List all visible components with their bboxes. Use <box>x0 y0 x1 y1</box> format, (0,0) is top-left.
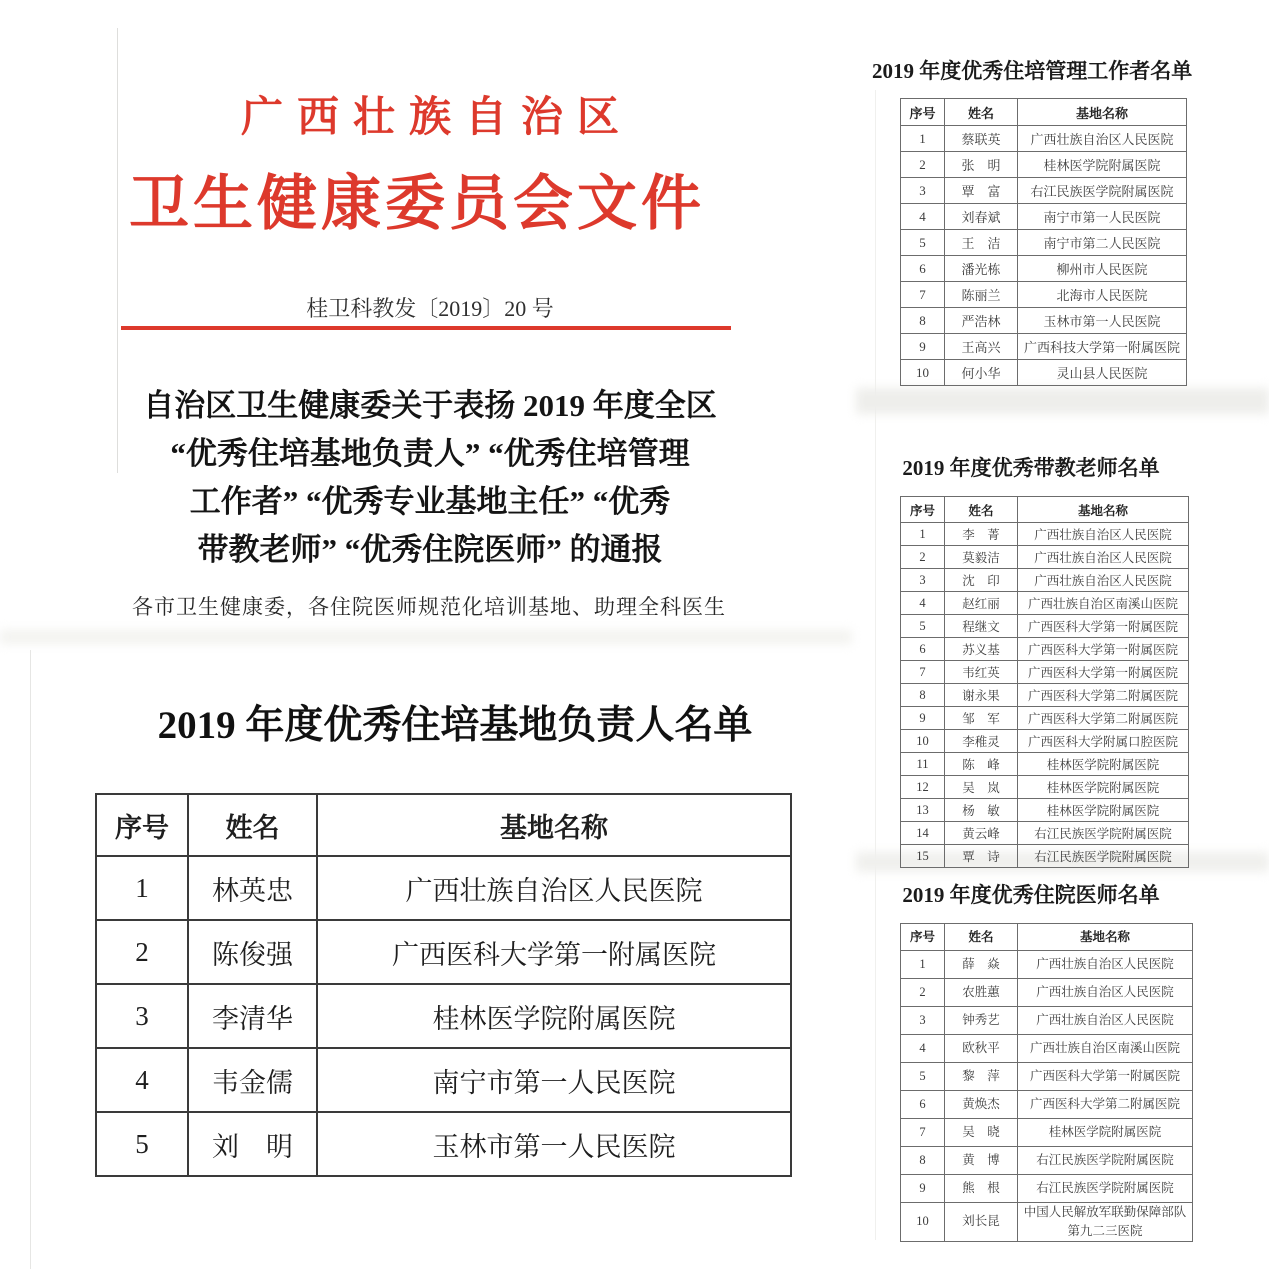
table-cell: 邹 军 <box>945 707 1018 730</box>
table-cell: 桂林医学院附属医院 <box>1018 1119 1193 1147</box>
table-cell: 桂林医学院附属医院 <box>1018 776 1189 799</box>
table-row <box>901 776 1189 799</box>
table-row <box>901 845 1189 868</box>
table-row <box>901 1063 1193 1091</box>
table-cell: 右江民族医学院附属医院 <box>1018 845 1189 868</box>
table-cell: 欧秋平 <box>945 1035 1018 1063</box>
table-cell: 广西医科大学第二附属医院 <box>1018 684 1189 707</box>
table-row <box>901 1175 1193 1203</box>
table-cell: 黄云峰 <box>945 822 1018 845</box>
table-cell: 王 洁 <box>945 230 1018 256</box>
table-cell: 8 <box>901 308 945 334</box>
table-cell: 6 <box>901 1091 945 1119</box>
table-row <box>901 730 1189 753</box>
table-cell: 10 <box>901 360 945 386</box>
header-row <box>901 99 1187 126</box>
table-cell: 刘长昆 <box>945 1203 1018 1242</box>
table-cell: 3 <box>901 1007 945 1035</box>
table-cell: 韦红英 <box>945 661 1018 684</box>
table-cell: 南宁市第二人民医院 <box>1018 230 1187 256</box>
table-cell: 右江民族医学院附属医院 <box>1018 1175 1193 1203</box>
table-cell: 刘 明 <box>188 1112 317 1176</box>
table-cell: 中国人民解放军联勤保障部队第九二三医院 <box>1018 1203 1193 1242</box>
table-row <box>901 204 1187 230</box>
table-cell: 钟秀艺 <box>945 1007 1018 1035</box>
table-cell: 广西壮族自治区南溪山医院 <box>1018 1035 1193 1063</box>
table-cell: 3 <box>96 984 188 1048</box>
table-cell: 11 <box>901 753 945 776</box>
table-cell: 黎 萍 <box>945 1063 1018 1091</box>
table-cell: 广西医科大学第一附属医院 <box>317 920 791 984</box>
table-cell: 右江民族医学院附属医院 <box>1018 178 1187 204</box>
column-header: 基地名称 <box>1018 99 1187 126</box>
table-cell: 4 <box>901 592 945 615</box>
table-cell: 李清华 <box>188 984 317 1048</box>
table-row <box>901 615 1189 638</box>
table-cell: 4 <box>901 1035 945 1063</box>
table-row <box>901 126 1187 152</box>
table-cell: 苏义基 <box>945 638 1018 661</box>
column-header: 姓名 <box>188 794 317 856</box>
table-cell: 谢永果 <box>945 684 1018 707</box>
table-cell: 桂林医学院附属医院 <box>1018 799 1189 822</box>
table-row <box>96 984 791 1048</box>
table-row <box>901 1035 1193 1063</box>
table-cell: 南宁市第一人民医院 <box>1018 204 1187 230</box>
table-cell: 1 <box>901 523 945 546</box>
column-header: 基地名称 <box>1018 497 1189 523</box>
table-cell: 10 <box>901 730 945 753</box>
table-cell: 5 <box>96 1112 188 1176</box>
table-cell: 广西医科大学附属口腔医院 <box>1018 730 1189 753</box>
table-cell: 15 <box>901 845 945 868</box>
header-row <box>901 497 1189 523</box>
table-row <box>901 1203 1193 1242</box>
table-row <box>901 979 1193 1007</box>
column-header: 序号 <box>901 924 945 951</box>
table-cell: 潘光栋 <box>945 256 1018 282</box>
table-cell: 2 <box>901 152 945 178</box>
table-cell: 桂林医学院附属医院 <box>1018 152 1187 178</box>
column-header: 序号 <box>901 497 945 523</box>
table-row <box>901 256 1187 282</box>
table-row <box>901 707 1189 730</box>
table-cell: 黄 博 <box>945 1147 1018 1175</box>
table-cell: 7 <box>901 282 945 308</box>
notice-title-line: 工作者” “优秀专业基地主任” “优秀 <box>189 484 671 519</box>
table-cell: 5 <box>901 1063 945 1091</box>
table-cell: 广西医科大学第二附属医院 <box>1018 1091 1193 1119</box>
table-cell: 覃 诗 <box>945 845 1018 868</box>
table-cell: 吴 晓 <box>945 1119 1018 1147</box>
table-cell: 广西医科大学第一附属医院 <box>1018 661 1189 684</box>
table-row <box>901 308 1187 334</box>
table-cell: 薛 焱 <box>945 951 1018 979</box>
table-cell: 南宁市第一人民医院 <box>317 1048 791 1112</box>
letterhead-org-line: 卫生健康委员会文件 <box>129 171 705 237</box>
table-cell: 沈 印 <box>945 569 1018 592</box>
notice-title-line: 自治区卫生健康委关于表扬 2019 年度全区 <box>143 388 717 423</box>
table-row <box>96 856 791 920</box>
table-cell: 程继文 <box>945 615 1018 638</box>
table-cell: 7 <box>901 1119 945 1147</box>
table-cell: 14 <box>901 822 945 845</box>
table-cell: 12 <box>901 776 945 799</box>
table-cell: 10 <box>901 1203 945 1242</box>
table-cell: 2 <box>901 546 945 569</box>
table-cell: 6 <box>901 256 945 282</box>
table-cell: 广西壮族自治区人民医院 <box>317 856 791 920</box>
table-cell: 3 <box>901 569 945 592</box>
doc-number: 桂卫科教发〔2019〕20 号 <box>306 296 554 321</box>
table-cell: 广西壮族自治区人民医院 <box>1018 1007 1193 1035</box>
table-row <box>901 638 1189 661</box>
table-row <box>96 1112 791 1176</box>
table-cell: 3 <box>901 178 945 204</box>
column-header: 姓名 <box>945 924 1018 951</box>
table-row <box>901 523 1189 546</box>
table-cell: 吴 岚 <box>945 776 1018 799</box>
table-cell: 4 <box>96 1048 188 1112</box>
table-row <box>901 360 1187 386</box>
teachers-table <box>900 496 1189 868</box>
table-cell: 广西壮族自治区南溪山医院 <box>1018 592 1189 615</box>
table-cell: 广西医科大学第二附属医院 <box>1018 707 1189 730</box>
table-cell: 广西壮族自治区人民医院 <box>1018 951 1193 979</box>
table-cell: 9 <box>901 1175 945 1203</box>
table-cell: 桂林医学院附属医院 <box>317 984 791 1048</box>
right-pages-edge <box>875 90 876 1240</box>
table-cell: 赵红丽 <box>945 592 1018 615</box>
table-cell: 灵山县人民医院 <box>1018 360 1187 386</box>
table-cell: 何小华 <box>945 360 1018 386</box>
leaders-list-title: 2019 年度优秀住培基地负责人名单 <box>157 704 753 747</box>
table-cell: 1 <box>96 856 188 920</box>
table-cell: 2 <box>901 979 945 1007</box>
table-row <box>901 334 1187 360</box>
table-cell: 熊 根 <box>945 1175 1018 1203</box>
table-row <box>901 1147 1193 1175</box>
table-cell: 广西科技大学第一附属医院 <box>1018 334 1187 360</box>
residents-table-wrap <box>900 923 1193 1242</box>
table-cell: 杨 敏 <box>945 799 1018 822</box>
table-row <box>901 1007 1193 1035</box>
letterhead-region-line: 广西壮族自治区 <box>240 95 633 141</box>
table-cell: 4 <box>901 204 945 230</box>
table-cell: 玉林市第一人民医院 <box>1018 308 1187 334</box>
table-cell: 李 菁 <box>945 523 1018 546</box>
table-cell: 2 <box>96 920 188 984</box>
table-row <box>901 230 1187 256</box>
table-cell: 广西医科大学第一附属医院 <box>1018 1063 1193 1091</box>
column-header: 序号 <box>96 794 188 856</box>
table-cell: 广西医科大学第一附属医院 <box>1018 638 1189 661</box>
teachers-list-title: 2019 年度优秀带教老师名单 <box>902 456 1160 480</box>
red-divider-rule <box>121 326 731 330</box>
table-row <box>901 152 1187 178</box>
table-cell: 13 <box>901 799 945 822</box>
teachers-table-wrap <box>900 496 1189 864</box>
table-cell: 韦金儒 <box>188 1048 317 1112</box>
salutation-line: 各市卫生健康委，各住院医师规范化培训基地、助理全科医生 <box>132 595 726 619</box>
table-cell: 陈俊强 <box>188 920 317 984</box>
table-cell: 7 <box>901 661 945 684</box>
table-cell: 陈 峰 <box>945 753 1018 776</box>
table-cell: 右江民族医学院附属医院 <box>1018 822 1189 845</box>
managers-list-title: 2019 年度优秀住培管理工作者名单 <box>872 59 1193 83</box>
table-cell: 严浩林 <box>945 308 1018 334</box>
header-row <box>96 794 791 856</box>
table-row <box>901 753 1189 776</box>
column-header: 序号 <box>901 99 945 126</box>
table-cell: 柳州市人民医院 <box>1018 256 1187 282</box>
table-cell: 林英忠 <box>188 856 317 920</box>
table-row <box>901 569 1189 592</box>
page-gap-band <box>0 630 852 644</box>
table-row <box>901 1119 1193 1147</box>
table-cell: 广西壮族自治区人民医院 <box>1018 126 1187 152</box>
column-header: 基地名称 <box>317 794 791 856</box>
table-cell: 莫毅洁 <box>945 546 1018 569</box>
table-cell: 6 <box>901 638 945 661</box>
page-gap-band <box>856 388 1269 414</box>
table-cell: 王高兴 <box>945 334 1018 360</box>
table-row <box>96 1048 791 1112</box>
table-cell: 蔡联英 <box>945 126 1018 152</box>
managers-table-wrap <box>900 98 1187 386</box>
table-row <box>901 822 1189 845</box>
table-cell: 9 <box>901 334 945 360</box>
table-cell: 覃 富 <box>945 178 1018 204</box>
table-row <box>901 592 1189 615</box>
column-header: 姓名 <box>945 497 1018 523</box>
table-cell: 1 <box>901 951 945 979</box>
table-cell: 广西壮族自治区人民医院 <box>1018 569 1189 592</box>
table-cell: 广西壮族自治区人民医院 <box>1018 546 1189 569</box>
table-cell: 9 <box>901 707 945 730</box>
leaders-table <box>95 793 792 1177</box>
table-row <box>901 684 1189 707</box>
table-row <box>96 920 791 984</box>
table-row <box>901 546 1189 569</box>
residents-table <box>900 923 1193 1242</box>
header-row <box>901 924 1193 951</box>
table-cell: 玉林市第一人民医院 <box>317 1112 791 1176</box>
managers-table <box>900 98 1187 386</box>
table-row <box>901 1091 1193 1119</box>
table-cell: 黄焕杰 <box>945 1091 1018 1119</box>
table-cell: 北海市人民医院 <box>1018 282 1187 308</box>
table-cell: 8 <box>901 1147 945 1175</box>
table-cell: 广西医科大学第一附属医院 <box>1018 615 1189 638</box>
table-row <box>901 282 1187 308</box>
notice-title-line: “优秀住培基地负责人” “优秀住培管理 <box>170 436 690 471</box>
table-cell: 广西壮族自治区人民医院 <box>1018 523 1189 546</box>
table-cell: 5 <box>901 615 945 638</box>
table-cell: 刘春斌 <box>945 204 1018 230</box>
table-row <box>901 661 1189 684</box>
column-header: 基地名称 <box>1018 924 1193 951</box>
residents-list-title: 2019 年度优秀住院医师名单 <box>902 883 1160 907</box>
table-row <box>901 178 1187 204</box>
table-cell: 右江民族医学院附属医院 <box>1018 1147 1193 1175</box>
table-row <box>901 951 1193 979</box>
table-cell: 农胜蕙 <box>945 979 1018 1007</box>
notice-title-line: 带教老师” “优秀住院医师” 的通报 <box>197 532 663 567</box>
table-cell: 5 <box>901 230 945 256</box>
table-cell: 李稚灵 <box>945 730 1018 753</box>
table-cell: 张 明 <box>945 152 1018 178</box>
column-header: 姓名 <box>945 99 1018 126</box>
table-row <box>901 799 1189 822</box>
table-cell: 陈丽兰 <box>945 282 1018 308</box>
notice-title <box>35 382 825 574</box>
table-cell: 8 <box>901 684 945 707</box>
table-cell: 桂林医学院附属医院 <box>1018 753 1189 776</box>
table-cell: 1 <box>901 126 945 152</box>
table-cell: 广西壮族自治区人民医院 <box>1018 979 1193 1007</box>
